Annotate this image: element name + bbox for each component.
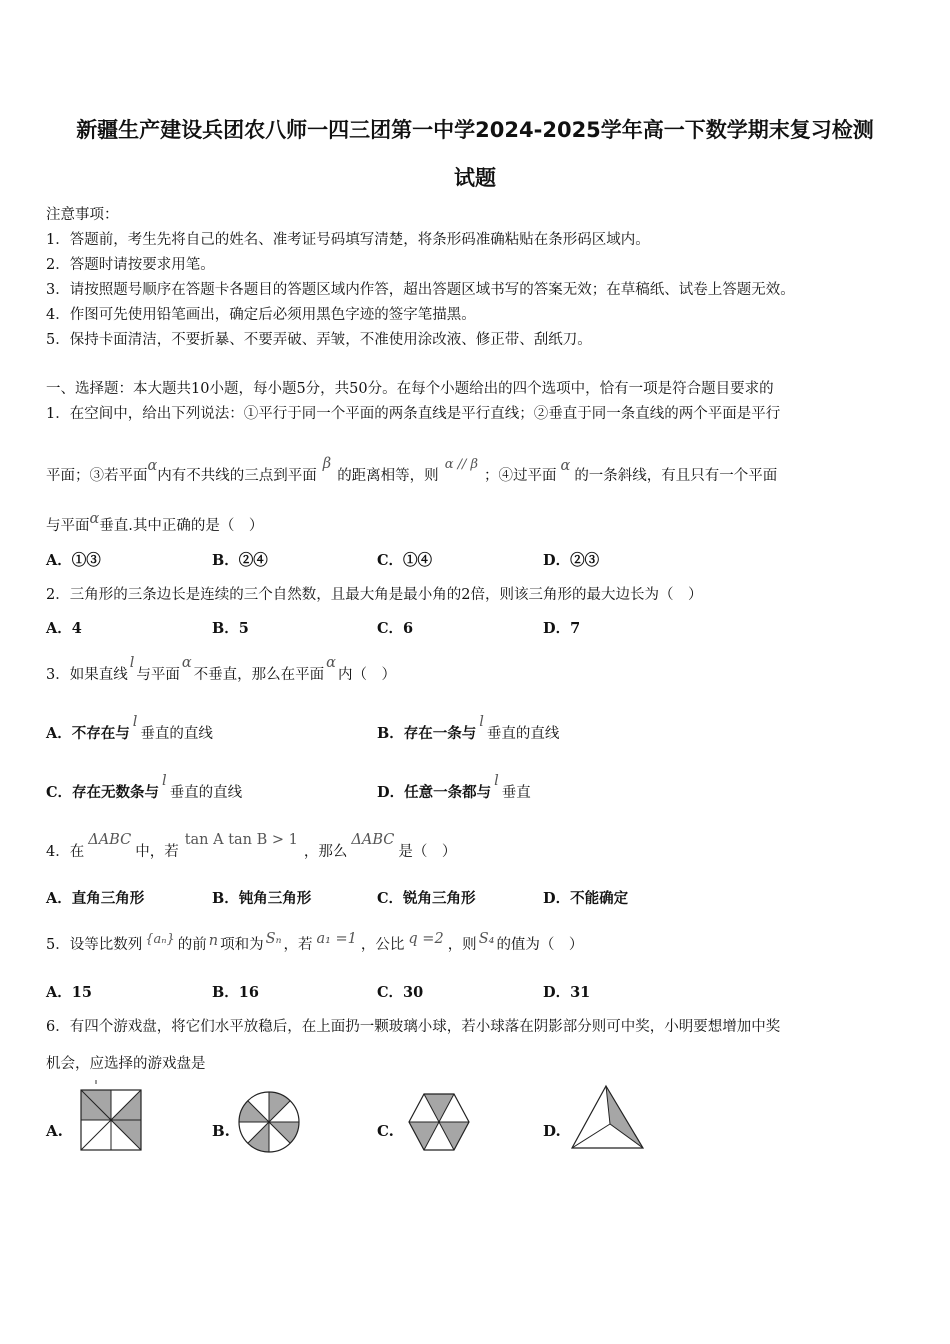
math-beta: β xyxy=(322,456,332,472)
option-b: B．钝角三角形 xyxy=(212,890,312,907)
notice-item: 2．答题时请按要求用笔。 xyxy=(46,257,215,273)
section-heading: 一、选择题：本大题共10小题，每小题5分，共50分。在每个小题给出的四个选项中，恰有一项是符合题目要求的 xyxy=(46,381,774,397)
option-a: A．不存在与l垂直的直线 xyxy=(46,714,213,742)
math-alpha: α xyxy=(147,458,158,474)
question-3: 3．如果直线l与平面α不垂直，那么在平面α内（ ） xyxy=(46,655,396,683)
shaded-region xyxy=(269,1122,299,1143)
math-alpha: α xyxy=(89,511,100,527)
option-b-label: B. xyxy=(212,1122,230,1140)
option-d-label: D. xyxy=(543,1122,561,1140)
option-c: C．存在无数条与l垂直的直线 xyxy=(46,773,243,801)
notice-heading: 注意事项： xyxy=(46,207,119,223)
game-board-b-figure xyxy=(236,1089,302,1155)
question-4: 4．在ΔABC中，若tan A tan B > 1，那么ΔABC是（ ） xyxy=(46,832,457,860)
option-c: C．30 xyxy=(377,984,424,1001)
option-d: D．②③ xyxy=(543,552,600,569)
question-1-line2: 平面；③若平面α内有不共线的三点到平面β的距离相等，则α // β；④过平面α的一条斜线，有且只有一个平面 xyxy=(46,456,778,484)
option-c: C．6 xyxy=(377,620,414,637)
shaded-region xyxy=(439,1122,469,1150)
math-parallel: α // β xyxy=(444,457,479,472)
option-d: D．7 xyxy=(543,620,581,637)
shaded-region xyxy=(409,1122,439,1150)
notice-item: 4．作图可先使用铅笔画出，确定后必须用黑色字迹的签字笔描黑。 xyxy=(46,307,476,323)
option-a-label: A. xyxy=(46,1122,63,1140)
option-a: A．4 xyxy=(46,620,82,637)
option-c: C．锐角三角形 xyxy=(377,890,476,907)
shaded-region xyxy=(239,1101,269,1122)
question-5: 5．设等比数列 {aₙ} 的前 n 项和为 Sₙ ，若 a₁ =1 ，公比 q =2 ，则 S₄ 的值为（ ） xyxy=(46,931,584,953)
option-c: C．①④ xyxy=(377,552,433,569)
option-b: B．②④ xyxy=(212,552,268,569)
notice-item: 5．保持卡面清洁，不要折暴、不要弄破、弄皱，不准使用涂改液、修正带、刮纸刀。 xyxy=(46,332,592,348)
shaded-region xyxy=(424,1094,454,1122)
option-a: A．15 xyxy=(46,984,92,1001)
game-board-a-figure xyxy=(78,1078,144,1154)
notice-item: 3．请按照题号顺序在答题卡各题目的答题区域内作答，超出答题区域书写的答案无效；在草稿纸、试卷上答题无效。 xyxy=(46,282,795,298)
option-b: B．16 xyxy=(212,984,259,1001)
option-b: B．5 xyxy=(212,620,249,637)
option-c-label: C. xyxy=(377,1122,394,1140)
option-d: D．31 xyxy=(543,984,591,1001)
option-d: D．任意一条都与l垂直 xyxy=(377,773,531,801)
question-1-line1: 1．在空间中，给出下列说法：①平行于同一个平面的两条直线是平行直线；②垂直于同一条直线的两个平面是平行 xyxy=(46,406,781,422)
option-b: B．存在一条与l垂直的直线 xyxy=(377,714,560,742)
shaded-region xyxy=(248,1122,269,1152)
option-d: D．不能确定 xyxy=(543,890,629,907)
question-2: 2．三角形的三条边长是连续的三个自然数，且最大角是最小角的2倍，则该三角形的最大边长为（ ） xyxy=(46,587,703,603)
game-board-d-figure xyxy=(568,1082,648,1154)
page-title-continued: 试题 xyxy=(454,166,496,190)
game-board-c-figure xyxy=(406,1090,472,1154)
option-a: A．直角三角形 xyxy=(46,890,145,907)
question-1-line3: 与平面α垂直.其中正确的是（ ） xyxy=(46,511,264,534)
question-6-line2: 机会，应选择的游戏盘是 xyxy=(46,1056,206,1072)
question-6-line1: 6．有四个游戏盘，将它们水平放稳后，在上面扔一颗玻璃小球，若小球落在阴影部分则可中奖，小明要想增加中奖 xyxy=(46,1019,781,1035)
math-alpha: α xyxy=(560,458,571,474)
page-title: 新疆生产建设兵团农八师一四三团第一中学2024-2025学年高一下数学期末复习检测 xyxy=(76,118,874,142)
shaded-region xyxy=(269,1092,290,1122)
option-a: A．①③ xyxy=(46,552,101,569)
notice-item: 1．答题前，考生先将自己的姓名、准考证号码填写清楚，将条形码准确粘贴在条形码区域内。 xyxy=(46,232,650,248)
